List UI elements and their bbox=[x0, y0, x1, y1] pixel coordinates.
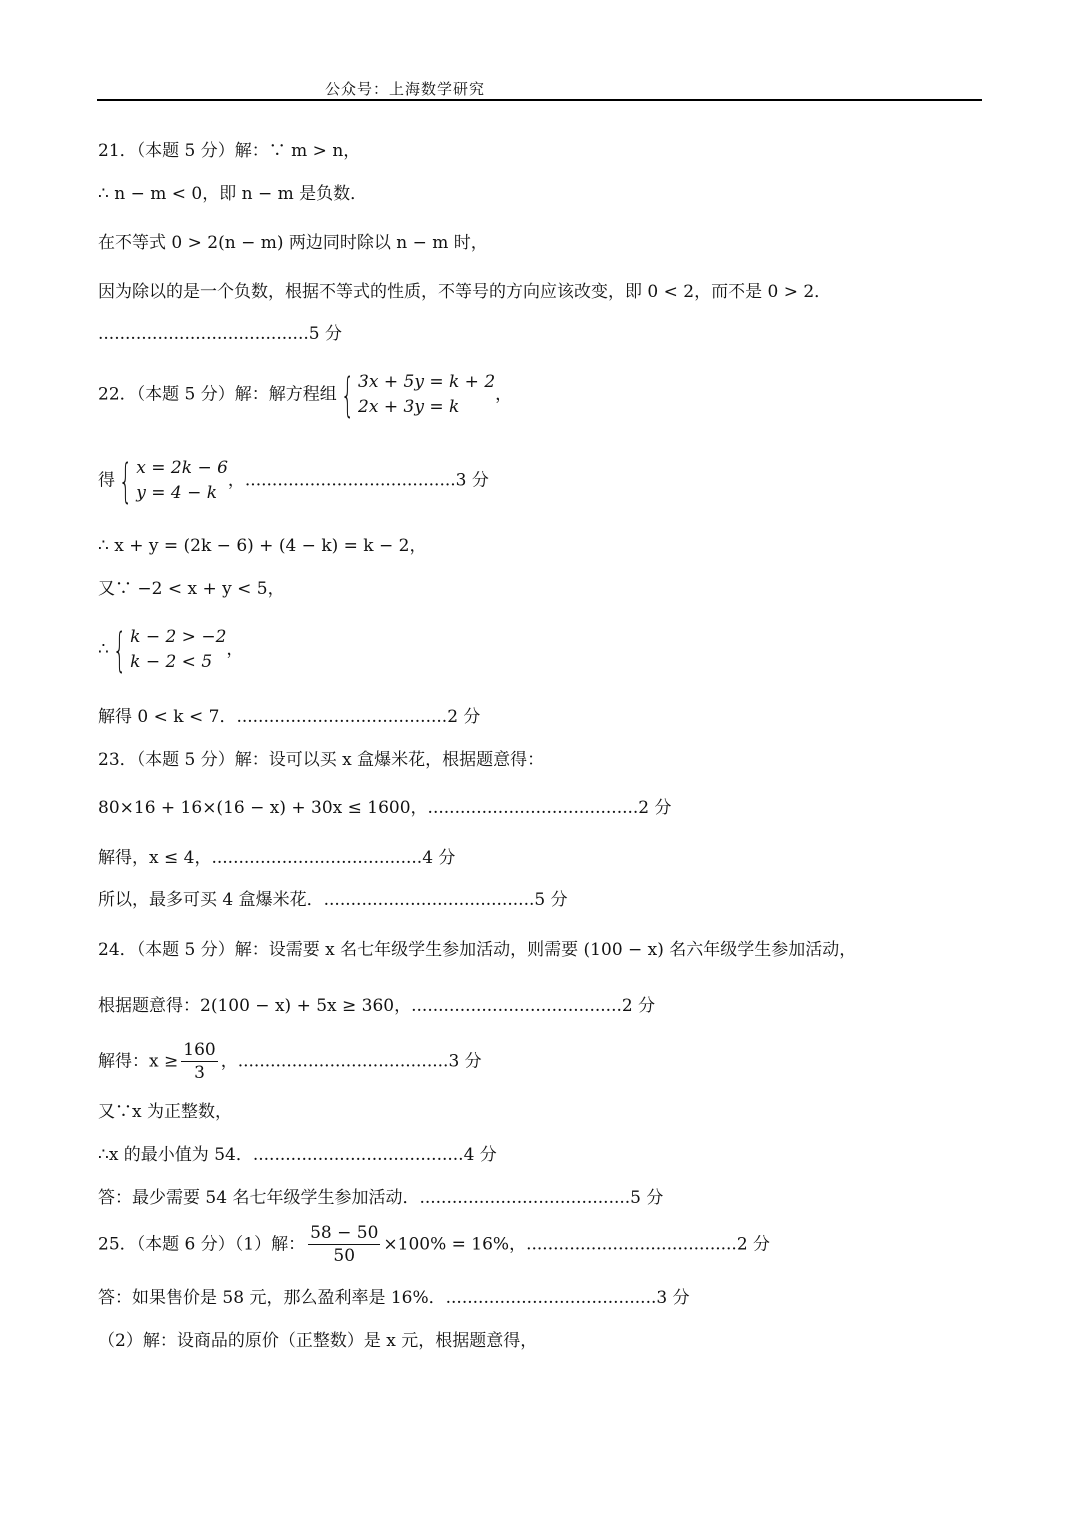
q21-line-3: 在不等式 0 > 2(n − m) 两边同时除以 n − m 时， bbox=[98, 233, 488, 253]
q24-line-5: ∴x 的最小值为 54．.......................................4 分 bbox=[98, 1145, 497, 1165]
q22-score-1: ，.......................................3 分 bbox=[227, 470, 489, 491]
system-eq: 2x + 3y = k bbox=[358, 397, 460, 417]
q23-line-3: 解得，x ≤ 4，.......................................4 分 bbox=[98, 848, 456, 868]
brace-icon: { bbox=[112, 623, 127, 677]
therefore-symbol: ∴ bbox=[98, 639, 109, 660]
q21-line-4: 因为除以的是一个负数，根据不等式的性质，不等号的方向应该改变，即 0 < 2，而不是 0 > 2． bbox=[98, 282, 832, 302]
brace-icon: { bbox=[340, 368, 354, 422]
q21-score: .......................................5 分 bbox=[98, 324, 342, 344]
q24-line-6: 答：最少需要 54 名七年级学生参加活动．.......................................5 分 bbox=[98, 1188, 664, 1208]
header-rule bbox=[97, 99, 982, 101]
q22-comma: ， bbox=[495, 384, 513, 405]
q22-line-2 bbox=[98, 454, 489, 508]
q25-score-2: ×100% = 16%，.......................................2 分 bbox=[383, 1234, 771, 1255]
inequality-system bbox=[109, 623, 227, 677]
q22-prefix: 22．（本题 5 分）解：解方程组 bbox=[98, 384, 337, 405]
q24-line-1: 24．（本题 5 分）解：设需要 x 名七年级学生参加活动，则需要 (100 − x) 名六年级学生参加活动， bbox=[98, 940, 857, 960]
q22-de: 得 bbox=[98, 470, 115, 491]
q23-line-2: 80×16 + 16×(16 − x) + 30x ≤ 1600，.......................................2 分 bbox=[98, 798, 672, 818]
system-eq: x = 2k − 6 bbox=[136, 458, 228, 478]
q21-line-2: ∴ n − m < 0，即 n − m 是负数． bbox=[98, 184, 368, 204]
system-ineq: k − 2 > −2 bbox=[130, 627, 227, 647]
equation-system-2 bbox=[115, 454, 228, 508]
q25-line-1 bbox=[98, 1225, 770, 1265]
q22-line-4: 又∵ −2 < x + y < 5， bbox=[98, 579, 285, 599]
system-eq: 3x + 5y = k + 2 bbox=[358, 372, 496, 392]
header-title: 公众号：上海数学研究 bbox=[325, 80, 486, 98]
q21-line-1: 21．（本题 5 分）解：∵ m > n， bbox=[98, 141, 361, 161]
q25-line-3: （2）解：设商品的原价（正整数）是 x 元，根据题意得， bbox=[98, 1331, 538, 1351]
q24-score-3: ，.......................................3 分 bbox=[220, 1051, 482, 1072]
q22-line-1 bbox=[98, 368, 513, 422]
fraction-denominator: 3 bbox=[194, 1063, 205, 1083]
q22-comma-2: ， bbox=[226, 639, 244, 660]
q24-line-2: 根据题意得：2(100 − x) + 5x ≥ 360，.......................................2 分 bbox=[98, 996, 656, 1016]
fraction bbox=[181, 1042, 217, 1082]
fraction-numerator: 58 − 50 bbox=[310, 1223, 379, 1243]
fraction-denominator: 50 bbox=[333, 1246, 356, 1266]
equation-system-1 bbox=[337, 368, 496, 422]
q24-line-3 bbox=[98, 1042, 482, 1082]
q24-line-4: 又∵x 为正整数， bbox=[98, 1102, 232, 1122]
q23-line-4: 所以，最多可买 4 盒爆米花．.......................................5 分 bbox=[98, 890, 568, 910]
fraction bbox=[308, 1225, 380, 1265]
q22-line-5 bbox=[98, 623, 244, 677]
q22-line-6: 解得 0 < k < 7．.......................................2 分 bbox=[98, 707, 481, 727]
q24-solve-prefix: 解得：x ≥ bbox=[98, 1051, 179, 1072]
system-eq: y = 4 − k bbox=[136, 483, 218, 503]
system-ineq: k − 2 < 5 bbox=[130, 652, 213, 672]
q25-line-2: 答：如果售价是 58 元，那么盈利率是 16%．.......................................3 分 bbox=[98, 1288, 690, 1308]
fraction-numerator: 160 bbox=[183, 1040, 216, 1060]
q23-line-1: 23．（本题 5 分）解：设可以买 x 盒爆米花，根据题意得： bbox=[98, 750, 545, 770]
q25-prefix: 25．（本题 6 分）（1）解： bbox=[98, 1234, 306, 1255]
q22-line-3: ∴ x + y = (2k − 6) + (4 − k) = k − 2， bbox=[98, 536, 427, 556]
brace-icon: { bbox=[119, 454, 133, 508]
